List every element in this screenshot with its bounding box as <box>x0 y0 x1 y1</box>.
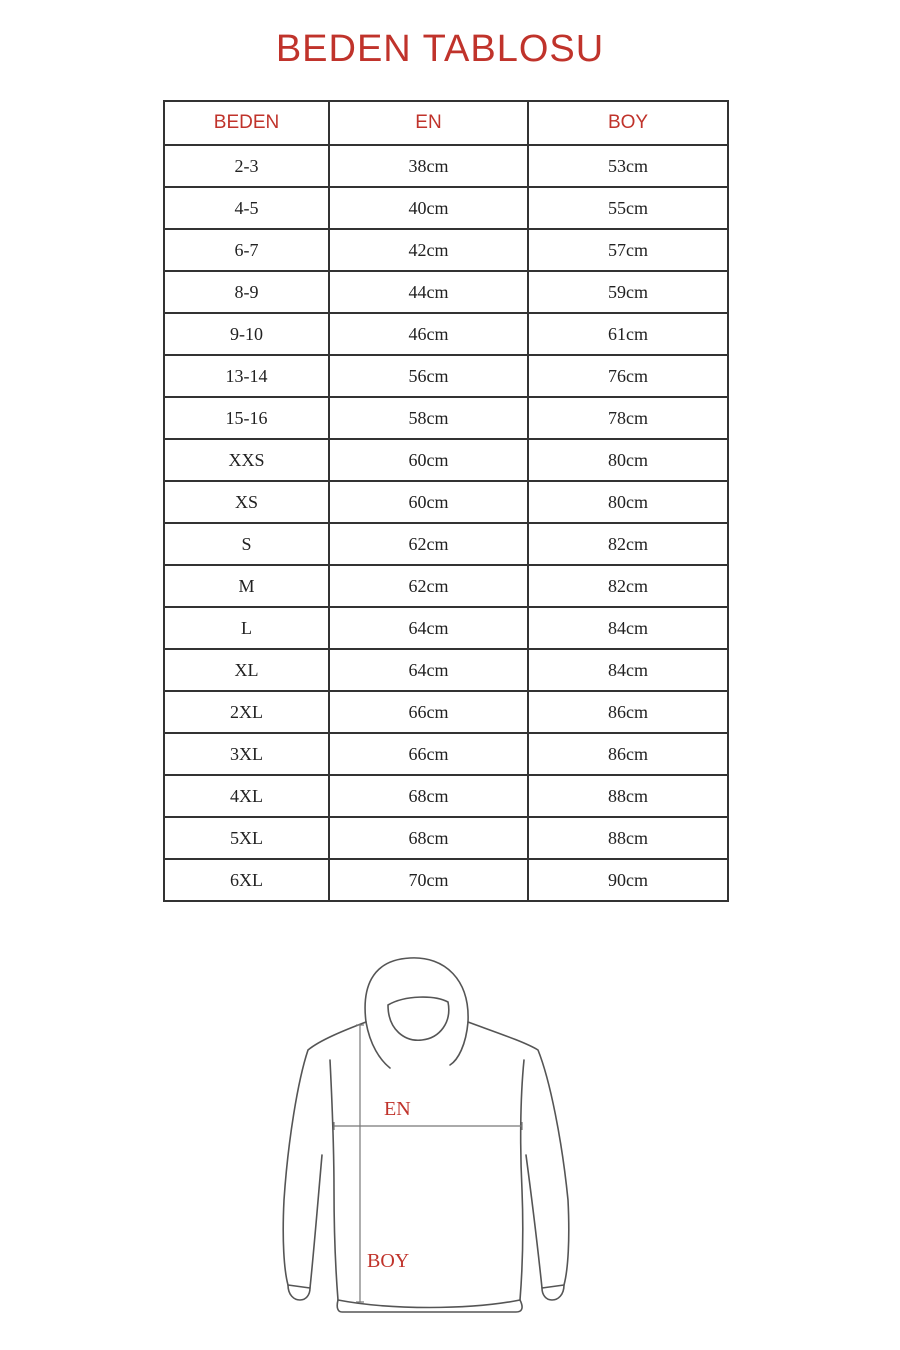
en-cell: 64cm <box>329 649 528 691</box>
en-cell: 60cm <box>329 481 528 523</box>
boy-cell: 82cm <box>528 523 728 565</box>
size-cell: XS <box>164 481 329 523</box>
size-cell: XXS <box>164 439 329 481</box>
header-boy: BOY <box>528 101 728 145</box>
boy-cell: 82cm <box>528 565 728 607</box>
en-cell: 40cm <box>329 187 528 229</box>
en-cell: 62cm <box>329 565 528 607</box>
table-header-row <box>164 101 728 145</box>
boy-cell: 90cm <box>528 859 728 901</box>
boy-cell: 76cm <box>528 355 728 397</box>
en-cell: 64cm <box>329 607 528 649</box>
en-cell: 44cm <box>329 271 528 313</box>
en-measure-label: EN <box>384 1098 411 1120</box>
en-cell: 68cm <box>329 775 528 817</box>
en-cell: 62cm <box>329 523 528 565</box>
size-cell: 6XL <box>164 859 329 901</box>
table-row <box>164 355 728 397</box>
size-cell: XL <box>164 649 329 691</box>
en-cell: 42cm <box>329 229 528 271</box>
boy-cell: 61cm <box>528 313 728 355</box>
table-row <box>164 397 728 439</box>
size-cell: 8-9 <box>164 271 329 313</box>
boy-cell: 86cm <box>528 691 728 733</box>
size-cell: 5XL <box>164 817 329 859</box>
boy-cell: 78cm <box>528 397 728 439</box>
table-row <box>164 187 728 229</box>
en-cell: 58cm <box>329 397 528 439</box>
boy-cell: 86cm <box>528 733 728 775</box>
en-cell: 56cm <box>329 355 528 397</box>
en-cell: 68cm <box>329 817 528 859</box>
boy-cell: 59cm <box>528 271 728 313</box>
size-cell: 9-10 <box>164 313 329 355</box>
en-cell: 38cm <box>329 145 528 187</box>
size-cell: 15-16 <box>164 397 329 439</box>
boy-cell: 57cm <box>528 229 728 271</box>
page-title: BEDEN TABLOSU <box>275 28 605 70</box>
table-row <box>164 229 728 271</box>
size-cell: L <box>164 607 329 649</box>
table-row <box>164 523 728 565</box>
size-cell: 13-14 <box>164 355 329 397</box>
size-cell: 4XL <box>164 775 329 817</box>
boy-cell: 80cm <box>528 481 728 523</box>
table-row <box>164 481 728 523</box>
table-row <box>164 565 728 607</box>
boy-cell: 55cm <box>528 187 728 229</box>
table-row <box>164 859 728 901</box>
header-beden: BEDEN <box>164 101 329 145</box>
table-row <box>164 271 728 313</box>
table-body <box>164 145 728 901</box>
table-row <box>164 691 728 733</box>
en-cell: 66cm <box>329 733 528 775</box>
table-row <box>164 733 728 775</box>
boy-cell: 84cm <box>528 649 728 691</box>
boy-cell: 80cm <box>528 439 728 481</box>
en-cell: 46cm <box>329 313 528 355</box>
boy-cell: 88cm <box>528 775 728 817</box>
table-row <box>164 313 728 355</box>
boy-cell: 88cm <box>528 817 728 859</box>
header-en: EN <box>329 101 528 145</box>
size-cell: S <box>164 523 329 565</box>
size-cell: M <box>164 565 329 607</box>
hoodie-outline-icon <box>270 950 590 1330</box>
size-cell: 4-5 <box>164 187 329 229</box>
table-row <box>164 817 728 859</box>
size-table <box>163 100 729 902</box>
size-cell: 2XL <box>164 691 329 733</box>
table-row <box>164 145 728 187</box>
boy-cell: 53cm <box>528 145 728 187</box>
size-cell: 3XL <box>164 733 329 775</box>
boy-cell: 84cm <box>528 607 728 649</box>
en-cell: 60cm <box>329 439 528 481</box>
boy-measure-label: BOY <box>367 1250 410 1272</box>
table-row <box>164 439 728 481</box>
size-cell: 2-3 <box>164 145 329 187</box>
table-row <box>164 607 728 649</box>
size-cell: 6-7 <box>164 229 329 271</box>
en-cell: 66cm <box>329 691 528 733</box>
en-cell: 70cm <box>329 859 528 901</box>
table-row <box>164 775 728 817</box>
hoodie-figure <box>270 950 590 1330</box>
table-row <box>164 649 728 691</box>
